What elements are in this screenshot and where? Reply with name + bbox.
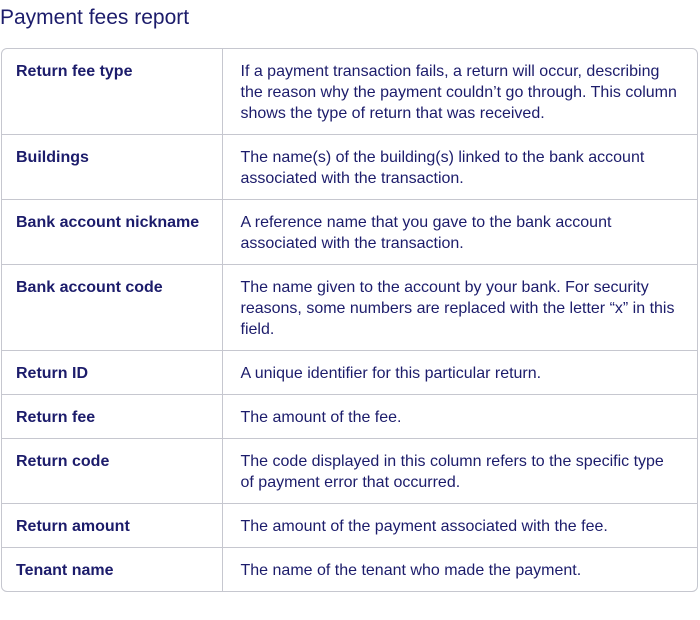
field-name: Bank account nickname [2, 200, 222, 265]
field-name: Return ID [2, 351, 222, 395]
fields-table [2, 49, 697, 591]
field-name: Buildings [2, 135, 222, 200]
field-name: Return amount [2, 504, 222, 548]
field-description: The name(s) of the building(s) linked to the bank account associated with the transaction. [222, 135, 697, 200]
field-description: A unique identifier for this particular return. [222, 351, 697, 395]
field-description: The amount of the payment associated with the fee. [222, 504, 697, 548]
field-description: The amount of the fee. [222, 395, 697, 439]
field-description: A reference name that you gave to the bank account associated with the transaction. [222, 200, 697, 265]
field-name: Return fee [2, 395, 222, 439]
table-row [2, 439, 697, 504]
table-row [2, 548, 697, 592]
table-row [2, 135, 697, 200]
page-title: Payment fees report [0, 6, 190, 29]
field-description: The name of the tenant who made the payment. [240, 562, 582, 579]
table-row [2, 395, 697, 439]
field-description: The code displayed in this column refers to the specific type of payment error that occurred. [222, 439, 697, 504]
table-row [2, 265, 697, 351]
table-row [2, 200, 697, 265]
field-name: Return code [2, 439, 222, 504]
fields-table-container [1, 48, 698, 592]
field-name: Tenant name [2, 548, 222, 592]
field-name: Bank account code [2, 265, 222, 351]
table-row [2, 351, 697, 395]
field-description: If a payment transaction fails, a return will occur, describing the reason why the payment couldn’t go through. This column shows the type of return that was received. [222, 49, 697, 135]
table-row [2, 504, 697, 548]
table-row [2, 49, 697, 135]
field-name: Return fee type [2, 49, 222, 135]
field-description: The name given to the account by your bank. For security reasons, some numbers are replaced with the letter “x” in this field. [222, 265, 697, 351]
